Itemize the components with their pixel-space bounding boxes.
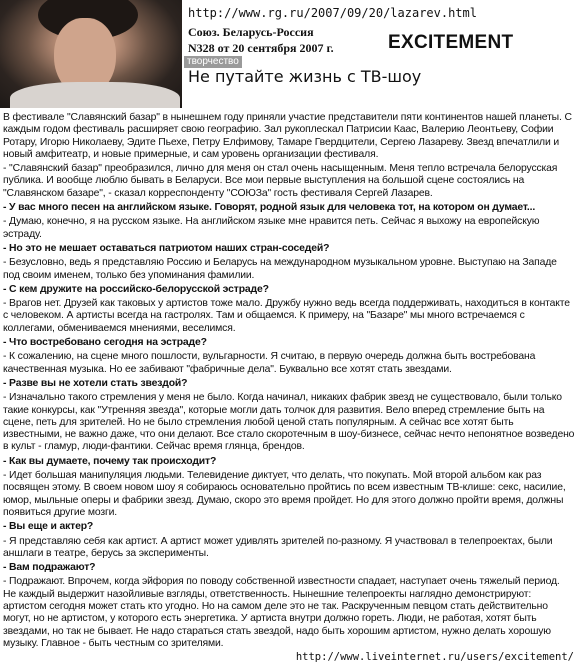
brand-title: EXCITEMENT [388,32,514,53]
article-paragraph: В фестивале "Славянский базар" в нынешнем году приняли участие представители пяти континентов нашей планеты. С каждым годом фестиваль расширяет свою географию. Зал рукоплескал Патрисии Каас, Валерию Леонтьеву, Софии Ротару, Игорю Николаеву, Эдите Пьехе, Петру Елфимову, Тамаре Гвердцители, Сергею Лазареву. Звезд впечатлили и новый амфитеатр, и новые примерные, и сам уровень организации фестиваля. [3,112,572,160]
article-headline: Не путайте жизнь с ТВ-шоу [188,67,422,86]
interview-question: - С кем дружите на российско-белорусской эстраде? [3,283,269,295]
article-paragraph: - Я представляю себя как артист. А артист может удивлять зрителей по-разному. Я участвовал в телепроектах, были аншлаги в театре, берусь за эксперименты. [3,535,553,559]
interview-question: - Что востребовано сегодня на эстраде? [3,337,207,349]
publication-name: Союз. Беларусь-Россия [188,25,314,39]
source-url: http://www.rg.ru/2007/09/20/lazarev.html [188,6,477,20]
article-paragraph: - Безусловно, ведь я представляю Россию и Беларусь на международном музыкальном уровне. Выступаю на Западе под своим именем, только без упоминания фамилии. [3,257,557,281]
article-paragraph: - Идет большая манипуляция людьми. Телевидение диктует, что делать, что покупать. Мой второй альбом как раз посвящен этому. В своем новом шоу я собираюсь основательно пройтись по всем известным ТВ-клише: секс, насилие, юмор, мыльные оперы и фабрики звезд. Думаю, скоро это время пройдет. Но для этого должно пройти время, должны появиться другие мозги. [3,470,566,518]
interview-question: - Разве вы не хотели стать звездой? [3,377,188,389]
interview-question: - Вы еще и актер? [3,521,94,533]
interview-question: - Как вы думаете, почему так происходит? [3,455,217,467]
photo-shirt [10,82,180,108]
article-paragraph: - "Славянский базар" преобразился, лично для меня он стал очень насыщенным. Меня тепло встречала белорусская публика. И вообще люблю бывать в Беларуси. Все мои первые выступления на большой сцене состоялись на "Славянском базаре", - сказал корреспонденту "СОЮЗа" гость фестиваля Сергей Лазарев. [3,163,558,199]
rubric-badge: творчество [184,56,242,68]
artist-photo [0,0,182,108]
article-paragraph: - К сожалению, на сцене много пошлости, вульгарности. Я считаю, в первую очередь должна быть востребована качественная музыка. Но ее забивают "фабричные дела". Буквально все хотят стать звездами. [3,351,536,375]
interview-question: - Но это не мешает оставаться патриотом наших стран-соседей? [3,242,330,254]
article-paragraph: - Думаю, конечно, я на русском языке. На английском языке мне нравится петь. Сейчас я выхожу на европейскую эстраду. [3,216,540,240]
article-paragraph: - Врагов нет. Друзей как таковых у артистов тоже мало. Дружбу нужно ведь всегда поддерживать, находиться в контакте с человеком. А артисты всегда на гастролях. Там и общаемся. К примеру, на "Базаре" мы много встречаемся с коллегами, обмениваемся мнениями, веселимся. [3,298,570,334]
article-body [3,112,575,652]
interview-question: - Вам подражают? [3,562,96,574]
interview-question: - У вас много песен на английском языке. Говорят, родной язык для человека тот, на котором он думает... [3,202,536,214]
issue-line: N328 от 20 сентября 2007 г. [188,41,334,55]
footer-url: http://www.liveinternet.ru/users/excitement/ [295,651,574,663]
article-paragraph: - Подражают. Впрочем, когда эйфория по поводу собственной известности спадает, наступает очень тяжелый период. Не каждый выдержит назойливые взгляды, ответственность. Нынешние телепроекты наглядно демонстрируют: артистом сегодня может стать кто угодно. Но на самом деле это не так. Раскрученным певцом стать действительно могут, но не артистом, у которого есть энергетика. У артиста внутри должно гореть. Люди, не работая, хотят быть звездами, но так не бывает. Не надо стараться стать звездой, надо быть хорошим артистом, нужно делать хорошую музыку. Главное - быть честным со зрителями. [3,576,560,649]
article-paragraph: - Изначально такого стремления у меня не было. Когда начинал, никаких фабрик звезд не существовало, были только такие конкурсы, как "Утренняя звезда", которые могли дать толчок для развития. Вело вперед стремление быть на сцене, петь для зрителей. Но не было стремления любой ценой стать популярным. А сейчас все хотят быть известными, не важно даже, что они делают. Все стало скоротечным в шоу-бизнесе, сейчас нечто непонятное возведено в культ - гламур, люди-фантики. Сейчас время глянца, брендов. [3,392,575,453]
